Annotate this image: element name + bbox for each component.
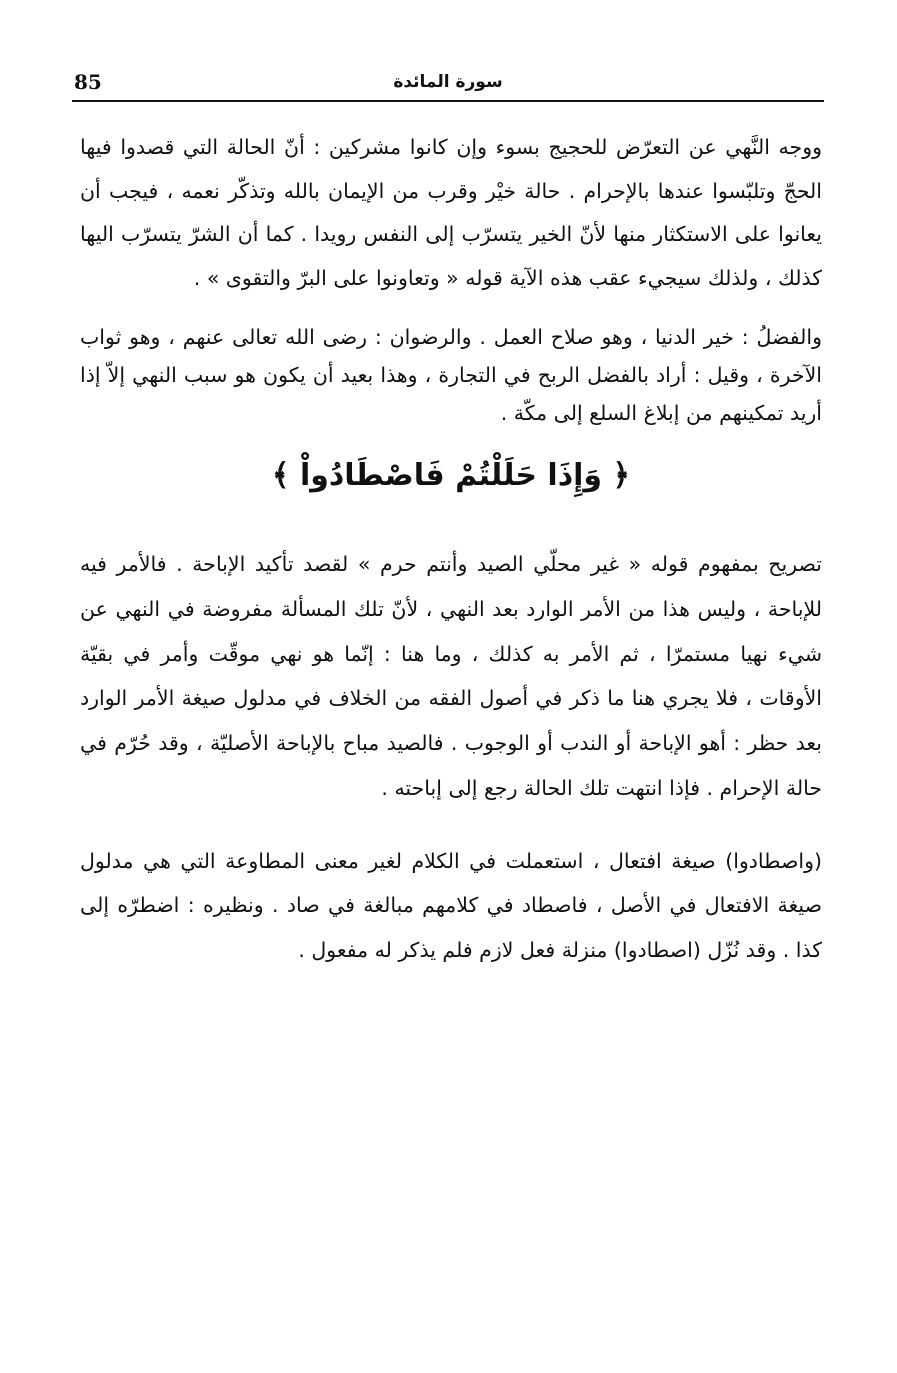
page-number: 85: [74, 70, 102, 94]
paragraph-commentary-4: (واصطادوا) صيغة افتعال ، استعملت في الكلام لغير معنى المطاوعة التي هي مدلول صيغة الافتعال في الأصل ، فاصطاد في كلامهم مبالغة في صاد . ونظيره : اضطرّه إلى كذا . وقد نُزّل (اصطادوا) منزلة فعل لازم فلم يذكر له مفعول .: [80, 848, 822, 962]
paragraph-commentary-3: تصريح بمفهوم قوله « غير محلّي الصيد وأنتم حرم » لقصد تأكيد الإباحة . فالأمر فيه للإباحة ، وليس هذا من الأمر الوارد بعد النهي ، لأنّ تلك المسألة مفروضة في النهي عن شيء نهيا مستمرّا ، ثم الأمر به كذلك ، وما هنا : إنّما هو نهي موقّت وأمر في بقيّة الأوقات ، فلا يجري هنا ما ذكر في أصول الفقه من الخلاف في مدلول صيغة الأمر الوارد بعد حظر : أهو الإباحة أو الندب أو الوجوب . فالصيد مباح بالإباحة الأصليّة ، وقد حُرّم في حالة الإحرام . فإذا انتهت تلك الحالة رجع إلى إباحته .: [80, 552, 822, 800]
running-title: سورة المائدة: [393, 72, 503, 92]
page-body: [80, 126, 822, 972]
paragraph-commentary-1: ووجه النَّهي عن التعرّض للحجيج بسوء وإن كانوا مشركين : أنّ الحالة التي قصدوا فيها الحجّ وتلبّسوا عندها بالإحرام . حالة خيْر وقرب من الإيمان بالله وتذكّر نعمه ، فيجب أن يعانوا على الاستكثار منها لأنّ الخير يتسرّب إلى النفس رويدا . كما أن الشرّ يتسرّب اليها كذلك ، ولذلك سيجيء عقب هذه الآية قوله « وتعاونوا على البرّ والتقوى » .: [80, 135, 822, 290]
paragraph-commentary-2: والفضلُ : خير الدنيا ، وهو صلاح العمل . والرضوان : رضى الله تعالى عنهم ، وهو ثواب الآخرة ، وقيل : أراد بالفضل الربح في التجارة ، وهذا بعيد أن يكون هو سبب النهي إلاّ إذا أريد تمكينهم من إبلاغ السلع إلى مكّة .: [80, 325, 822, 425]
quran-verse-heading: ﴿ وَإِذَا حَلَلْتُمْ فَاصْطَادُواْ ﴾: [271, 458, 631, 493]
page-header: [72, 66, 824, 102]
